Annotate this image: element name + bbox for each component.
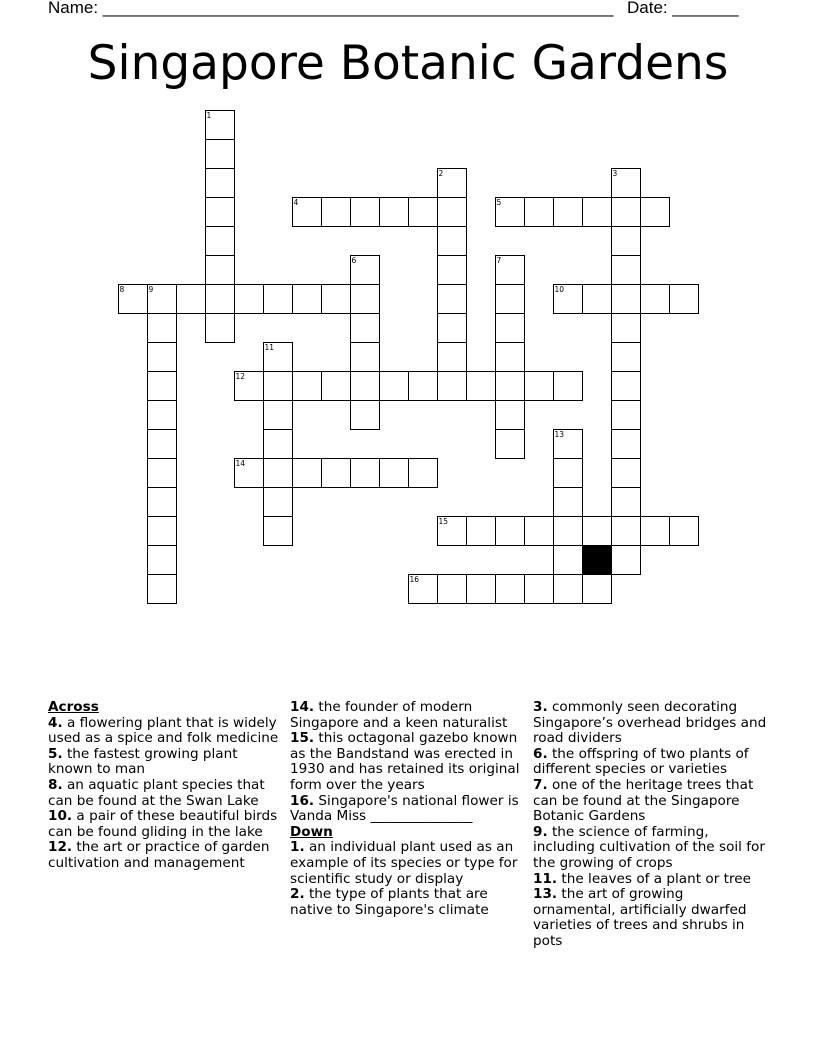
clue-column-1 [48, 700, 280, 872]
grid-cell[interactable] [205, 110, 235, 140]
clue-number: 1. [290, 839, 305, 856]
clue-text: the leaves of a plant or tree [557, 870, 751, 887]
grid-cell[interactable] [234, 284, 264, 314]
clue-number: 7. [533, 776, 548, 793]
clue-across-14 [290, 700, 524, 731]
grid-cell[interactable] [524, 197, 554, 227]
clue-text: the founder of modern Singapore and a keen naturalist [290, 699, 508, 731]
grid-cell[interactable] [553, 574, 583, 604]
grid-cell[interactable] [292, 284, 322, 314]
grid-cell[interactable] [147, 342, 177, 372]
grid-cell[interactable] [611, 545, 641, 575]
grid-cell[interactable] [350, 313, 380, 343]
cell-number: 6 [351, 256, 357, 265]
grid-cell[interactable] [205, 313, 235, 343]
grid-cell[interactable] [611, 429, 641, 459]
grid-cell[interactable] [437, 342, 467, 372]
grid-cell[interactable] [350, 371, 380, 401]
cell-number: 12 [235, 372, 246, 381]
grid-cell[interactable] [321, 458, 351, 488]
grid-cell[interactable] [350, 400, 380, 430]
grid-cell[interactable] [350, 284, 380, 314]
clue-number: 5. [48, 745, 63, 762]
clue-number: 10. [48, 808, 73, 825]
across-heading: Across [48, 699, 99, 715]
grid-cell[interactable] [263, 400, 293, 430]
clue-text: the fastest growing plant known to man [48, 745, 238, 778]
grid-cell[interactable] [408, 371, 438, 401]
cell-number: 1 [206, 111, 212, 120]
grid-cell[interactable] [379, 458, 409, 488]
clue-number: 12. [48, 839, 73, 856]
grid-cell[interactable] [379, 371, 409, 401]
grid-cell[interactable] [263, 487, 293, 517]
grid-cell[interactable] [205, 197, 235, 227]
grid-cell[interactable] [495, 574, 525, 604]
grid-cell[interactable] [147, 429, 177, 459]
grid-cell[interactable] [408, 458, 438, 488]
grid-cell[interactable] [553, 516, 583, 546]
grid-cell[interactable] [495, 197, 525, 227]
grid-cell[interactable] [263, 284, 293, 314]
clue-across-8 [48, 778, 280, 809]
black-cell [582, 545, 612, 575]
clue-across-15 [290, 731, 524, 793]
clue-number: 2. [290, 886, 305, 903]
clue-text: Singapore's national flower is Vanda Miss _______________ [290, 792, 519, 825]
clue-across-16 [290, 794, 524, 825]
down-heading: Down [290, 823, 333, 840]
grid-cell[interactable] [205, 226, 235, 256]
grid-cell[interactable] [350, 458, 380, 488]
grid-cell[interactable] [495, 342, 525, 372]
grid-cell[interactable] [553, 458, 583, 488]
grid-cell[interactable] [640, 197, 670, 227]
grid-cell[interactable] [611, 226, 641, 256]
clue-down-3 [533, 700, 769, 747]
clue-across-12 [48, 840, 280, 871]
grid-cell[interactable] [582, 284, 612, 314]
grid-cell[interactable] [553, 371, 583, 401]
clue-number: 6. [533, 745, 548, 762]
grid-cell[interactable] [205, 255, 235, 285]
grid-cell[interactable] [611, 168, 641, 198]
grid-cell[interactable] [611, 342, 641, 372]
grid-cell[interactable] [611, 458, 641, 488]
cell-number: 11 [264, 343, 275, 352]
grid-cell[interactable] [524, 371, 554, 401]
grid-cell[interactable] [147, 400, 177, 430]
cell-number: 15 [438, 517, 449, 526]
grid-cell[interactable] [437, 197, 467, 227]
grid-cell[interactable] [234, 458, 264, 488]
clue-down-6 [533, 747, 769, 778]
clue-text: an aquatic plant species that can be found at the Swan Lake [48, 776, 265, 809]
grid-cell[interactable] [205, 284, 235, 314]
clue-text: one of the heritage trees that can be found at the Singapore Botanic Gardens [533, 776, 754, 825]
clue-down-11 [533, 872, 769, 888]
grid-cell[interactable] [437, 516, 467, 546]
grid-cell[interactable] [118, 284, 148, 314]
grid-cell[interactable] [147, 313, 177, 343]
clue-number: 13. [533, 886, 558, 903]
cell-number: 14 [235, 459, 246, 468]
grid-cell[interactable] [263, 458, 293, 488]
grid-cell[interactable] [669, 284, 699, 314]
grid-cell[interactable] [466, 371, 496, 401]
clue-text: commonly seen decorating Singapore’s overhead bridges and road dividers [533, 699, 767, 747]
grid-cell[interactable] [176, 284, 206, 314]
cell-number: 4 [293, 198, 299, 207]
grid-cell[interactable] [321, 284, 351, 314]
grid-cell[interactable] [437, 313, 467, 343]
grid-cell[interactable] [437, 168, 467, 198]
grid-cell[interactable] [263, 342, 293, 372]
grid-cell[interactable] [611, 284, 641, 314]
cell-number: 8 [119, 285, 125, 294]
clue-text: the art or practice of garden cultivation and management [48, 839, 270, 871]
cell-number: 5 [496, 198, 502, 207]
grid-cell[interactable] [582, 574, 612, 604]
cell-number: 7 [496, 256, 502, 265]
grid-cell[interactable] [495, 255, 525, 285]
clue-text: the art of growing ornamental, artificially dwarfed varieties of trees and shrubs in pots [533, 886, 747, 949]
grid-cell[interactable] [234, 371, 264, 401]
clue-number: 3. [533, 699, 548, 715]
clue-across-10 [48, 809, 280, 840]
clue-down-1 [290, 840, 524, 887]
grid-cell[interactable] [147, 458, 177, 488]
grid-cell[interactable] [553, 487, 583, 517]
grid-cell[interactable] [321, 371, 351, 401]
grid-cell[interactable] [553, 429, 583, 459]
cell-number: 13 [554, 430, 565, 439]
cell-number: 2 [438, 169, 444, 178]
grid-cell[interactable] [147, 574, 177, 604]
clue-number: 4. [48, 714, 63, 731]
grid-cell[interactable] [640, 284, 670, 314]
grid-cell[interactable] [437, 574, 467, 604]
grid-cell[interactable] [437, 284, 467, 314]
grid-cell[interactable] [321, 197, 351, 227]
cell-number: 3 [612, 169, 618, 178]
grid-cell[interactable] [553, 545, 583, 575]
grid-cell[interactable] [147, 487, 177, 517]
clue-number: 11. [533, 870, 558, 887]
grid-cell[interactable] [292, 197, 322, 227]
grid-cell[interactable] [147, 284, 177, 314]
grid-cell[interactable] [205, 168, 235, 198]
grid-cell[interactable] [611, 371, 641, 401]
grid-cell[interactable] [292, 371, 322, 401]
grid-cell[interactable] [379, 197, 409, 227]
grid-cell[interactable] [205, 139, 235, 169]
clue-text: the type of plants that are native to Singapore's climate [290, 886, 489, 918]
grid-cell[interactable] [263, 516, 293, 546]
clue-number: 8. [48, 776, 63, 793]
clue-across-5 [48, 747, 280, 778]
clue-number: 9. [533, 823, 548, 840]
clue-column-3 [533, 700, 769, 950]
clue-down-7 [533, 778, 769, 825]
clue-column-2 [290, 700, 524, 918]
grid-cell[interactable] [495, 516, 525, 546]
cell-number: 16 [409, 575, 420, 584]
clue-text: an individual plant used as an example of its species or type for scientific study or display [290, 839, 518, 887]
clue-down-9 [533, 825, 769, 872]
grid-cell[interactable] [495, 400, 525, 430]
grid-cell[interactable] [640, 516, 670, 546]
grid-cell[interactable] [582, 197, 612, 227]
grid-cell[interactable] [611, 487, 641, 517]
grid-cell[interactable] [582, 516, 612, 546]
clue-number: 16. [290, 792, 315, 809]
date-field-label: Date: _______ [627, 0, 739, 17]
name-field-label: Name: ______________________________________________________ [48, 0, 614, 17]
cell-number: 9 [148, 285, 154, 294]
clue-text: a flowering plant that is widely used as a spice and folk medicine [48, 714, 279, 747]
grid-cell[interactable] [524, 516, 554, 546]
grid-cell[interactable] [408, 574, 438, 604]
grid-cell[interactable] [263, 371, 293, 401]
grid-cell[interactable] [350, 342, 380, 372]
grid-cell[interactable] [466, 516, 496, 546]
grid-cell[interactable] [466, 574, 496, 604]
grid-cell[interactable] [408, 197, 438, 227]
grid-cell[interactable] [147, 516, 177, 546]
clue-down-2 [290, 887, 524, 918]
grid-cell[interactable] [437, 371, 467, 401]
grid-cell[interactable] [495, 313, 525, 343]
grid-cell[interactable] [495, 284, 525, 314]
grid-cell[interactable] [553, 284, 583, 314]
clue-across-4 [48, 716, 280, 747]
grid-cell[interactable] [147, 371, 177, 401]
grid-cell[interactable] [611, 516, 641, 546]
grid-cell[interactable] [350, 197, 380, 227]
grid-cell[interactable] [437, 255, 467, 285]
puzzle-title: Singapore Botanic Gardens [87, 36, 729, 91]
grid-cell[interactable] [495, 371, 525, 401]
grid-cell[interactable] [350, 255, 380, 285]
grid-cell[interactable] [263, 429, 293, 459]
clue-number: 14. [290, 699, 315, 715]
clue-text: a pair of these beautiful birds can be found gliding in the lake [48, 808, 278, 840]
grid-cell[interactable] [611, 255, 641, 285]
grid-cell[interactable] [611, 400, 641, 430]
grid-cell[interactable] [524, 574, 554, 604]
grid-cell[interactable] [147, 545, 177, 575]
grid-cell[interactable] [669, 516, 699, 546]
clue-text: the offspring of two plants of different species or varieties [533, 745, 749, 778]
grid-cell[interactable] [292, 458, 322, 488]
clue-text: the science of farming, including cultivation of the soil for the growing of crops [533, 823, 765, 871]
cell-number: 10 [554, 285, 565, 294]
grid-cell[interactable] [437, 226, 467, 256]
grid-cell[interactable] [495, 429, 525, 459]
clue-text: this octagonal gazebo known as the Bandstand was erected in 1930 and has retained its original form over the years [290, 730, 520, 793]
clue-down-13 [533, 887, 769, 949]
grid-cell[interactable] [611, 197, 641, 227]
clue-number: 15. [290, 730, 315, 747]
grid-cell[interactable] [553, 197, 583, 227]
grid-cell[interactable] [611, 313, 641, 343]
